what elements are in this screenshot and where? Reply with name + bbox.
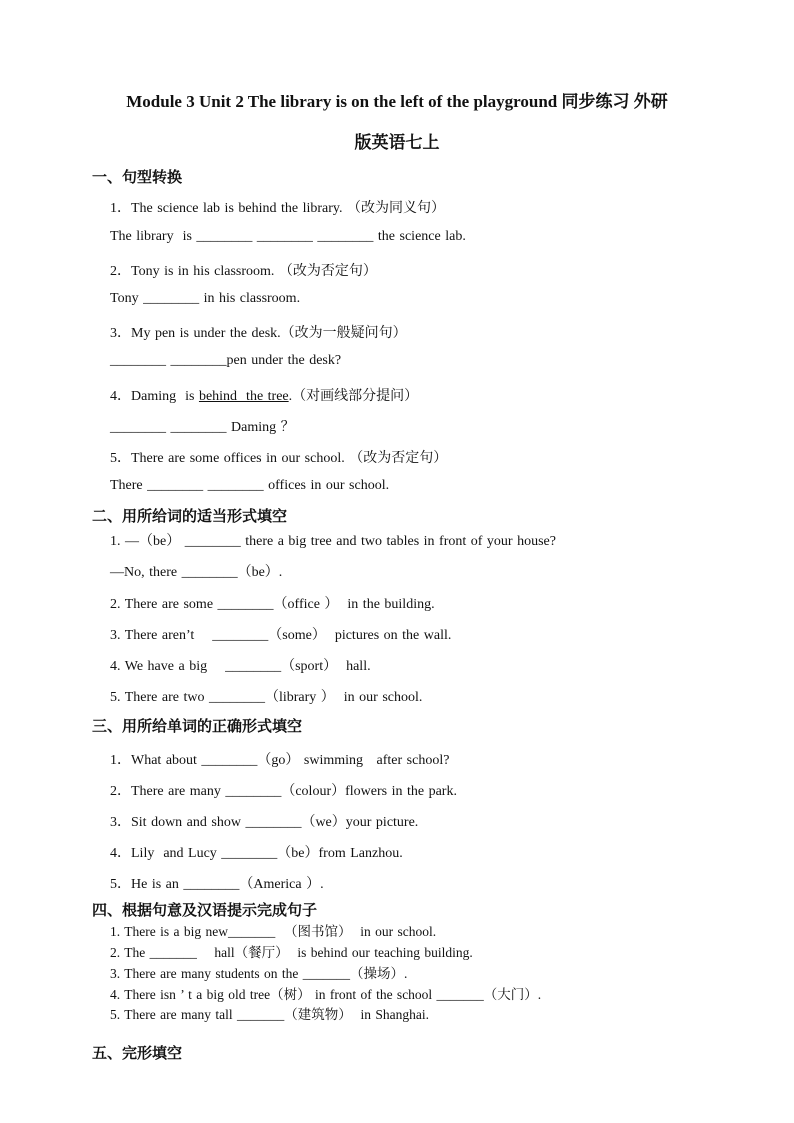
section-heading-2: 二、用所给词的适当形式填空 [92, 507, 288, 525]
underlined-phrase: behind the tree [198, 389, 289, 404]
question-text: 4．Daming is [110, 389, 199, 404]
answer-line: The library is ________ ________ ________ the science lab. [110, 229, 466, 244]
title-line-1: Module 3 Unit 2 The library is on the left of the playground 同步练习 外研 [126, 92, 668, 111]
exercise-line: 3. There are many students on the _______（操场）. [110, 966, 408, 981]
answer-line: ________ ________ Daming ？ [110, 420, 295, 435]
section-heading-3: 三、用所给单词的正确形式填空 [92, 717, 303, 735]
title-line-2: 版英语七上 [354, 133, 440, 152]
exercise-line: 4．Lily and Lucy ________（be）from Lanzhou. [110, 846, 403, 861]
section-heading-5: 五、完形填空 [92, 1044, 183, 1062]
section-heading-4: 四、根据句意及汉语提示完成句子 [92, 901, 318, 919]
exercise-line: 1. —（be） ________ there a big tree and two tables in front of your house? [110, 534, 556, 549]
answer-line: Tony ________ in his classroom. [110, 291, 301, 306]
question-line: 5．There are some offices in our school. （改为否定句） [110, 451, 448, 466]
question-line: 3．My pen is under the desk.（改为一般疑问句） [110, 326, 407, 341]
exercise-line: 4. We have a big ________（sport） hall. [110, 659, 371, 674]
exercise-line: 5. There are many tall _______（建筑物） in Shanghai. [110, 1007, 429, 1022]
exercise-line: 1．What about ________（go） swimming after school? [110, 753, 450, 768]
exercise-line: 3. There aren’t ________（some） pictures on the wall. [110, 628, 452, 643]
question-line [110, 385, 418, 405]
question-line: 2．Tony is in his classroom. （改为否定句） [110, 264, 377, 279]
exercise-line: 5．He is an ________（America ）. [110, 877, 324, 892]
exercise-line: 2. There are some ________（office ） in the building. [110, 597, 435, 612]
exercise-line: 2. The _______ hall（餐厅） is behind our teaching building. [110, 945, 473, 960]
question-line: 1．The science lab is behind the library. （改为同义句） [110, 201, 446, 216]
exercise-line: 4. There isn ’ t a big old tree（树） in front of the school _______（大门）. [110, 987, 542, 1002]
answer-line: There ________ ________ offices in our school. [110, 478, 390, 493]
exercise-line: 1. There is a big new_______ （图书馆） in our school. [110, 924, 437, 939]
exercise-line: 5. There are two ________（library ） in our school. [110, 690, 423, 705]
exercise-line: 3．Sit down and show ________（we）your picture. [110, 815, 419, 830]
exercise-line: —No, there ________（be）. [110, 565, 283, 580]
exercise-line: 2．There are many ________（colour）flowers in the park. [110, 784, 457, 799]
question-instruction: .（对画线部分提问） [288, 389, 419, 404]
answer-line: ________ ________pen under the desk? [110, 353, 342, 368]
section-heading-1: 一、句型转换 [92, 168, 183, 186]
